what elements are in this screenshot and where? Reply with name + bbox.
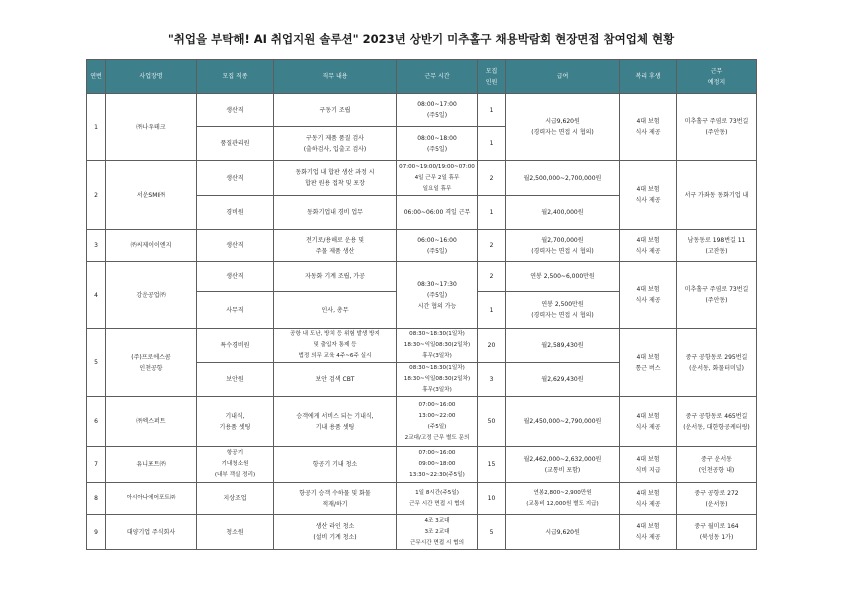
cell-hours: 06:00~06:00 격일 근무 (397, 196, 478, 230)
cell-hours: 08:30~18:30(1일차) 18:30~익일08:30(2일차) 휴무(3일차) (397, 363, 478, 397)
header-hours: 근무 시간 (397, 60, 478, 94)
cell-company: 아시아나에어포트㈜ (106, 483, 197, 515)
cell-welfare: 4대 보험 식사 제공 (620, 94, 677, 161)
cell-duty: 항공기 기내 청소 (274, 447, 397, 483)
cell-duty: 승객에게 서비스 되는 기내식, 기내 용품 셋팅 (274, 397, 397, 447)
cell-count: 15 (478, 447, 506, 483)
cell-salary: 월2,700,000원 (경력자는 면접 시 협의) (506, 230, 620, 262)
cell-duty: 전기로/용해로 운용 및 주물 제품 생산 (274, 230, 397, 262)
cell-no: 2 (87, 161, 106, 230)
cell-company: ㈜나우테크 (106, 94, 197, 161)
cell-job: 경비원 (197, 196, 274, 230)
cell-salary: 연봉 2,500~6,000만원 (506, 262, 620, 292)
cell-job: 청소원 (197, 515, 274, 550)
cell-location: 미추홀구 주염로 73번길 (주안동) (677, 94, 757, 161)
cell-job: 사무직 (197, 292, 274, 329)
cell-location: 미추홀구 주염로 73번길 (주안동) (677, 262, 757, 329)
cell-job: 보안원 (197, 363, 274, 397)
cell-company: 강운공업㈜ (106, 262, 197, 329)
cell-location: 중구 월미로 164 (북성동 1가) (677, 515, 757, 550)
table-row (87, 397, 757, 447)
table-row (87, 262, 757, 292)
cell-duty: 생산 라인 청소 (설비 기계 청소) (274, 515, 397, 550)
header-company: 사업장명 (106, 60, 197, 94)
header-duty: 직무 내용 (274, 60, 397, 94)
cell-no: 4 (87, 262, 106, 329)
cell-hours: 07:00~16:00 09:00~18:00 13:30~22:30(주5일) (397, 447, 478, 483)
cell-count: 1 (478, 196, 506, 230)
cell-location: 중구 공항동로 465번길 (운서동, 대한항공케터링) (677, 397, 757, 447)
cell-hours: 08:30~18:30(1일차) 18:30~익일08:30(2일차) 휴무(3일차) (397, 329, 478, 363)
cell-hours: 1일 8시간(주5일) 근무 시간 면접 시 협의 (397, 483, 478, 515)
cell-duty: 항공기 승객 수하물 및 화물 적재/하기 (274, 483, 397, 515)
cell-salary: 월2,450,000~2,790,000원 (506, 397, 620, 447)
cell-welfare: 4대 보험 식사 제공 (620, 230, 677, 262)
table-row (87, 515, 757, 550)
cell-count: 2 (478, 262, 506, 292)
cell-job: 항공기 기내청소원 (내부 객실 정리) (197, 447, 274, 483)
cell-salary: 월2,589,430원 (506, 329, 620, 363)
cell-company: ㈜씨제이이엔지 (106, 230, 197, 262)
cell-welfare: 4대 보험 식사 제공 (620, 397, 677, 447)
cell-company: ㈜엑스퍼트 (106, 397, 197, 447)
cell-company: (주)프로에스콤 인천공항 (106, 329, 197, 397)
cell-duty: 보안 검색 CBT (274, 363, 397, 397)
cell-job: 특수경비원 (197, 329, 274, 363)
cell-location: 중구 공항동로 295번길 (운서동, 화물터미널) (677, 329, 757, 397)
cell-count: 1 (478, 127, 506, 161)
cell-count: 1 (478, 292, 506, 329)
cell-job: 생산직 (197, 161, 274, 196)
cell-welfare: 4대 보험 식사 제공 (620, 483, 677, 515)
cell-welfare: 4대 보험 식사 제공 (620, 262, 677, 329)
cell-duty: 인사, 총무 (274, 292, 397, 329)
header-row (87, 60, 757, 94)
cell-count: 3 (478, 363, 506, 397)
cell-hours: 08:30~17:30 (주5일) 시간 협의 가능 (397, 262, 478, 329)
cell-location: 서구 가좌동 동화기업 내 (677, 161, 757, 230)
cell-duty: 구동기 제품 품질 검사 (출하검사, 입출고 검사) (274, 127, 397, 161)
cell-count: 2 (478, 161, 506, 196)
header-salary: 급여 (506, 60, 620, 94)
cell-hours: 06:00~16:00 (주5일) (397, 230, 478, 262)
cell-welfare: 4대 보험 식사 제공 (620, 161, 677, 230)
table-row (87, 447, 757, 483)
header-no: 연번 (87, 60, 106, 94)
cell-salary: 시급9,620원 (506, 515, 620, 550)
cell-duty: 공항 내 도난, 방치 등 위험 발생 방지 및 출입자 통제 등 법정 의무 교육 4주~6주 실시 (274, 329, 397, 363)
company-table (86, 59, 757, 550)
cell-company: 서운SMI㈜ (106, 161, 197, 230)
cell-company: 대양기업 주식회사 (106, 515, 197, 550)
cell-location: 중구 운서동 (인천공항 내) (677, 447, 757, 483)
cell-welfare: 4대 보험 식사 제공 (620, 515, 677, 550)
cell-location: 남동동로 198번길 11 (고잔동) (677, 230, 757, 262)
cell-no: 5 (87, 329, 106, 397)
cell-no: 9 (87, 515, 106, 550)
cell-hours: 07:00~16:00 13:00~22:00 (주5일) 2교대/고정 근무 별도 문의 (397, 397, 478, 447)
cell-salary: 시급9,620원 (경력자는 면접 시 협의) (506, 94, 620, 161)
cell-job: 생산직 (197, 262, 274, 292)
table-row (87, 483, 757, 515)
table-row (87, 94, 757, 127)
cell-welfare: 4대 보험 식비 지급 (620, 447, 677, 483)
cell-no: 6 (87, 397, 106, 447)
cell-no: 7 (87, 447, 106, 483)
cell-count: 1 (478, 94, 506, 127)
cell-duty: 구동기 조립 (274, 94, 397, 127)
header-welfare: 복리 후생 (620, 60, 677, 94)
cell-hours: 08:00~18:00 (주5일) (397, 127, 478, 161)
cell-count: 20 (478, 329, 506, 363)
cell-count: 10 (478, 483, 506, 515)
cell-salary: 월2,629,430원 (506, 363, 620, 397)
cell-count: 2 (478, 230, 506, 262)
table-row (87, 161, 757, 196)
cell-duty: 자동화 기계 조립, 가공 (274, 262, 397, 292)
cell-duty: 동화기업 내 합판 생산 과정 시 합판 원용 접착 및 포장 (274, 161, 397, 196)
cell-salary: 월2,462,000~2,632,000원 (교통비 포함) (506, 447, 620, 483)
cell-job: 지상조업 (197, 483, 274, 515)
cell-welfare: 4대 보험 통근 버스 (620, 329, 677, 397)
table-row (87, 329, 757, 363)
cell-salary: 월2,500,000~2,700,000원 (506, 161, 620, 196)
cell-count: 5 (478, 515, 506, 550)
cell-company: 유니포트㈜ (106, 447, 197, 483)
table-row (87, 230, 757, 262)
cell-hours: 08:00~17:00 (주5일) (397, 94, 478, 127)
cell-hours: 07:00~19:00/19:00~07:00 4일 근무 2일 휴무 일요일 휴무 (397, 161, 478, 196)
cell-no: 3 (87, 230, 106, 262)
cell-job: 생산직 (197, 94, 274, 127)
cell-job: 품질관리원 (197, 127, 274, 161)
cell-salary: 월2,400,000원 (506, 196, 620, 230)
cell-location: 중구 공항로 272 (운서동) (677, 483, 757, 515)
cell-count: 50 (478, 397, 506, 447)
cell-job: 생산직 (197, 230, 274, 262)
cell-salary: 연봉 2,500만원 (경력자는 면접 시 협의) (506, 292, 620, 329)
cell-job: 기내식, 기용품 셋팅 (197, 397, 274, 447)
cell-salary: 연봉2,800~2,900만원 (교통비 12,000원 별도 지급) (506, 483, 620, 515)
cell-no: 1 (87, 94, 106, 161)
cell-hours: 4조 3교대 3조 2교대 근무시간 면접 시 협의 (397, 515, 478, 550)
header-job: 모집 직종 (197, 60, 274, 94)
header-location: 근무 예정지 (677, 60, 757, 94)
cell-no: 8 (87, 483, 106, 515)
page-title: "취업을 부탁해! AI 취업지원 솔루션" 2023년 상반기 미추홀구 채용박람회 현장면접 참여업체 현황 (167, 32, 675, 46)
cell-duty: 동화기업내 경비 업무 (274, 196, 397, 230)
header-count: 모집 인원 (478, 60, 506, 94)
